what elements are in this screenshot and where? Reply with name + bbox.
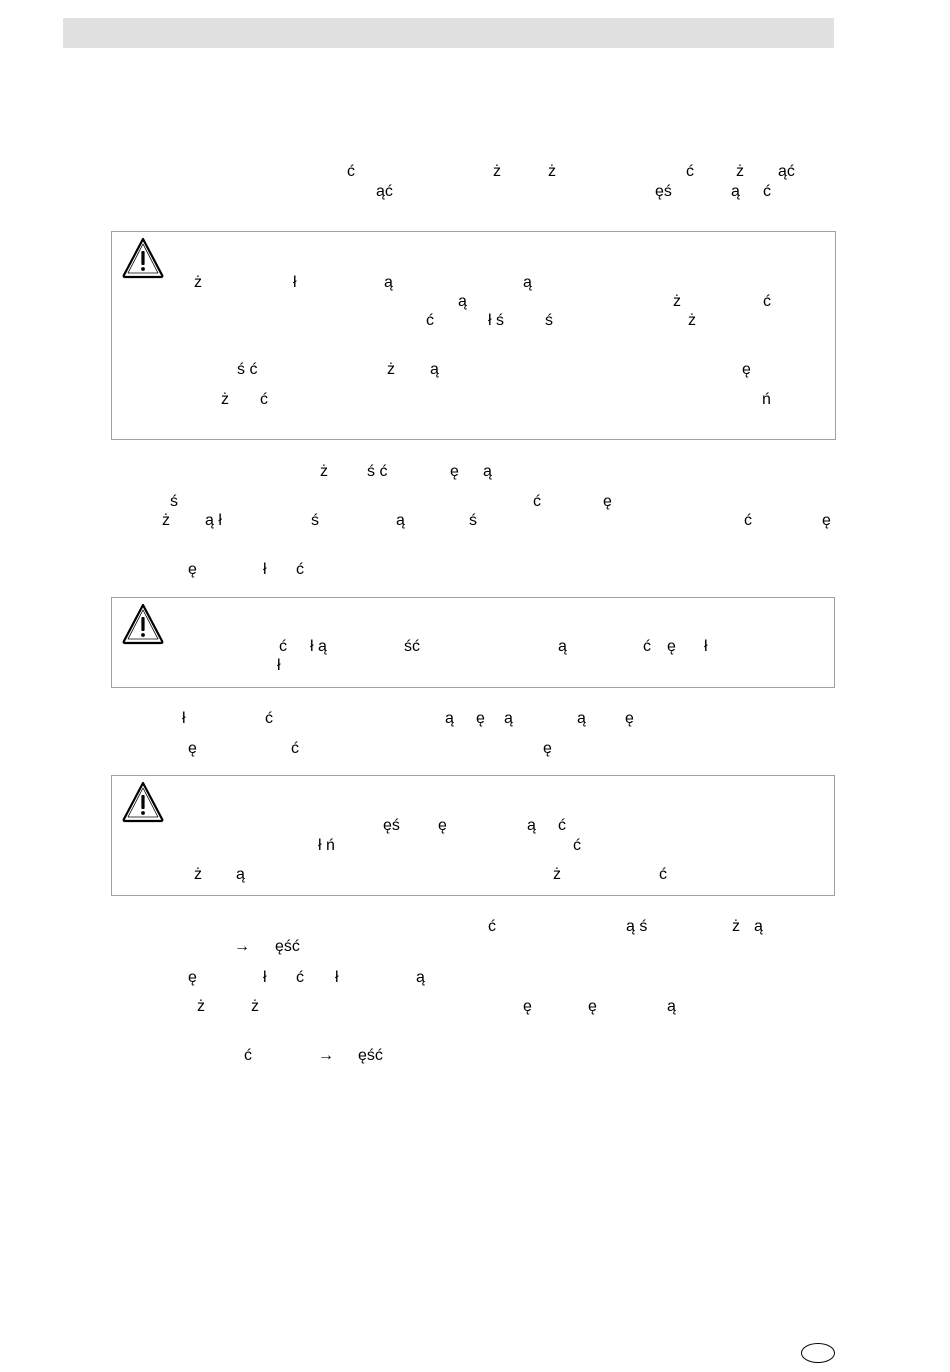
text-fragment: ą [527, 817, 536, 834]
text-fragment: ą [731, 183, 740, 200]
text-fragment: ć [763, 183, 771, 200]
text-fragment: ć [291, 740, 299, 757]
text-fragment: ę [476, 710, 485, 727]
text-fragment: ą ł [205, 512, 222, 529]
text-fragment: ą [558, 638, 567, 655]
text-fragment: ą [396, 512, 405, 529]
text-fragment: → [318, 1047, 334, 1064]
text-fragment: ł [293, 274, 297, 291]
text-fragment: ę [450, 463, 459, 480]
text-fragment: ć [244, 1047, 252, 1064]
text-fragment: ż [162, 512, 170, 529]
text-fragment: ć [488, 918, 496, 935]
text-fragment: ć [296, 969, 304, 986]
text-fragment: ż [221, 391, 229, 408]
text-fragment: ł [182, 710, 186, 727]
text-fragment: ż [320, 463, 328, 480]
text-fragment: ąć [376, 183, 393, 200]
text-fragment: ę [667, 638, 676, 655]
text-fragment: ć [763, 293, 771, 310]
text-fragment: ł [704, 638, 708, 655]
text-fragment: ą [384, 274, 393, 291]
text-fragment: ś [545, 312, 553, 329]
text-fragment: ż [736, 163, 744, 180]
text-fragment: ę [742, 361, 751, 378]
text-fragment: ł ą [310, 638, 327, 655]
text-fragment: ż [553, 866, 561, 883]
text-fragment: ś ć [367, 463, 388, 480]
warning-box-2 [111, 597, 835, 688]
text-fragment: ą ś [626, 918, 648, 935]
warning-triangle-icon [122, 603, 164, 645]
text-fragment: ć [744, 512, 752, 529]
text-fragment: ę [822, 512, 831, 529]
header-bar [63, 18, 834, 48]
text-fragment: ąć [778, 163, 795, 180]
text-fragment: ć [347, 163, 355, 180]
warning-text-2 [112, 598, 950, 1372]
text-fragment: ęś [655, 183, 672, 200]
language-badge [801, 1343, 835, 1363]
text-fragment: ś [311, 512, 319, 529]
text-fragment: ć [533, 493, 541, 510]
text-fragment: ż [194, 274, 202, 291]
text-fragment: ć [296, 561, 304, 578]
text-fragment: ę [588, 998, 597, 1015]
text-fragment: ę [188, 740, 197, 757]
text-fragment: ą [577, 710, 586, 727]
text-fragment: ą [416, 969, 425, 986]
text-fragment: → [234, 938, 250, 955]
text-fragment: ęść [358, 1047, 383, 1064]
text-fragment: ę [543, 740, 552, 757]
text-fragment: ć [265, 710, 273, 727]
text-fragment: ś [170, 493, 178, 510]
text-fragment: ć [260, 391, 268, 408]
text-fragment: ą [458, 293, 467, 310]
warning-box-1 [111, 231, 836, 440]
text-fragment: ęść [275, 938, 300, 955]
text-fragment: ą [667, 998, 676, 1015]
text-fragment: ą [236, 866, 245, 883]
text-fragment: ż [732, 918, 740, 935]
text-fragment: ć [279, 638, 287, 655]
text-fragment: ż [673, 293, 681, 310]
text-fragment: ż [548, 163, 556, 180]
text-fragment: ć [558, 817, 566, 834]
text-fragment: ą [523, 274, 532, 291]
text-fragment: ż [387, 361, 395, 378]
text-fragment: ę [523, 998, 532, 1015]
text-fragment: ż [197, 998, 205, 1015]
text-fragment: ść [404, 638, 420, 655]
text-fragment: ą [445, 710, 454, 727]
text-fragment: ś ć [237, 361, 258, 378]
text-fragment: ć [643, 638, 651, 655]
text-fragment: ń [762, 391, 771, 408]
text-fragment: ą [504, 710, 513, 727]
text-fragment: ż [688, 312, 696, 329]
text-fragment: ą [754, 918, 763, 935]
text-fragment: ć [659, 866, 667, 883]
text-fragment: ż [493, 163, 501, 180]
text-fragment: ł [263, 969, 267, 986]
text-fragment: ą [483, 463, 492, 480]
text-fragment: ć [426, 312, 434, 329]
text-fragment: ę [625, 710, 634, 727]
warning-text-3 [112, 776, 950, 1372]
text-fragment: ć [686, 163, 694, 180]
warning-triangle-icon [122, 781, 164, 823]
text-fragment: ę [603, 493, 612, 510]
text-fragment: ą [430, 361, 439, 378]
text-fragment: ż [194, 866, 202, 883]
text-fragment: ł [335, 969, 339, 986]
text-fragment: ś [469, 512, 477, 529]
text-fragment: ł ś [488, 312, 504, 329]
text-fragment: ł [277, 657, 281, 674]
text-fragment: ę [438, 817, 447, 834]
text-fragment: ę [188, 561, 197, 578]
text-fragment: ż [251, 998, 259, 1015]
text-fragment: ł [263, 561, 267, 578]
warning-box-3 [111, 775, 835, 896]
text-fragment: ęś [383, 817, 400, 834]
text-fragment: ć [573, 837, 581, 854]
warning-triangle-icon [122, 237, 164, 279]
text-fragment: ę [188, 969, 197, 986]
text-fragment: ł ń [318, 837, 335, 854]
